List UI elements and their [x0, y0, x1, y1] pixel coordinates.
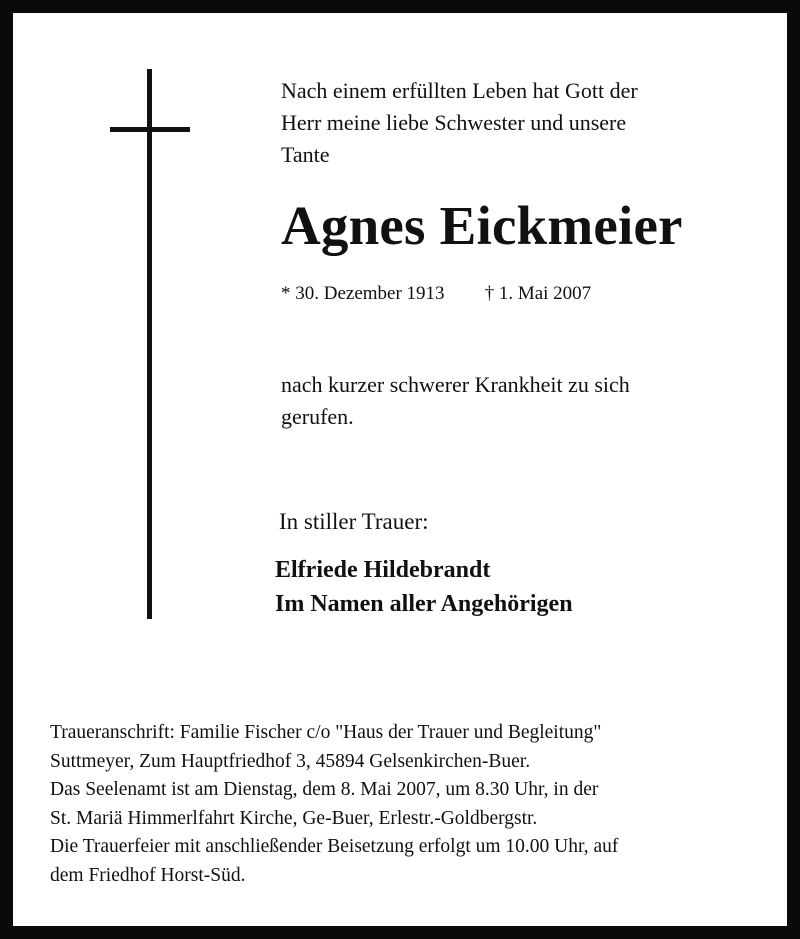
- cross-icon-bar: [110, 127, 190, 132]
- address-line: Traueranschrift: Familie Fischer c/o "Haus der Trauer und Begleitung": [50, 722, 602, 743]
- address-line: Suttmeyer, Zum Hauptfriedhof 3, 45894 Gelsenkirchen-Buer.: [50, 750, 531, 772]
- mourner-family: Im Namen aller Angehörigen: [275, 591, 573, 617]
- mourner-name: Elfriede Hildebrandt: [275, 557, 491, 583]
- called-text: nach kurzer schwerer Krankheit zu sich gerufen.: [281, 372, 630, 429]
- service-line: Das Seelenamt ist am Dienstag, dem 8. Mai 2007, um 8.30 Uhr, in der: [50, 779, 599, 800]
- life-dates: [281, 281, 591, 307]
- birth-date: * 30. Dezember 1913: [281, 283, 445, 304]
- cross-icon: [147, 69, 152, 619]
- burial-line: Die Trauerfeier mit anschließender Beisetzung erfolgt um 10.00 Uhr, auf: [50, 836, 619, 857]
- funeral-details: [50, 719, 790, 890]
- intro-text: Nach einem erfüllten Leben hat Gott der Herr meine liebe Schwester und unsere Tante: [281, 78, 638, 167]
- service-line: St. Mariä Himmerlfahrt Kirche, Ge-Buer, Erlestr.-Goldbergstr.: [50, 807, 538, 829]
- burial-line: dem Friedhof Horst-Süd.: [50, 864, 246, 886]
- deceased-name: Agnes Eickmeier: [281, 195, 683, 256]
- death-date: † 1. Mai 2007: [484, 283, 592, 304]
- mourners-list: [275, 553, 573, 621]
- mourning-label: In stiller Trauer:: [279, 509, 429, 534]
